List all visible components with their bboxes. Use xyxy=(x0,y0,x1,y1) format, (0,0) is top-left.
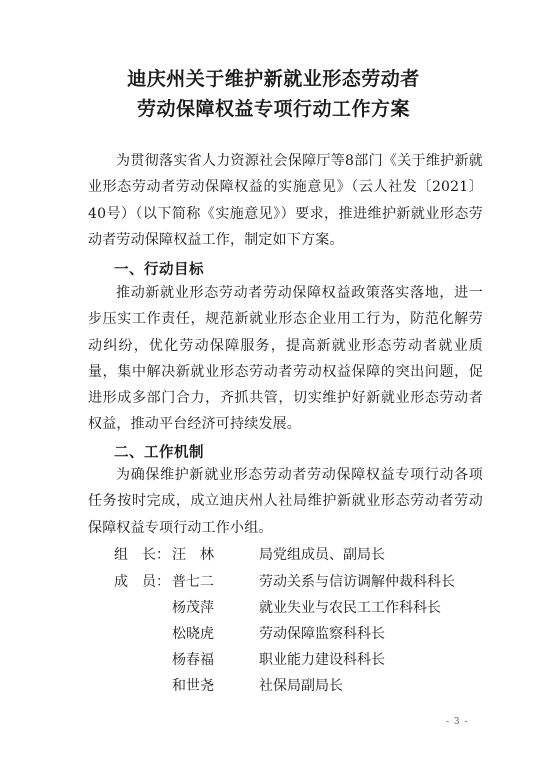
page-number: - 3 - xyxy=(446,717,469,727)
member-name: 杨春福 xyxy=(172,652,214,668)
member-role: 组 长： xyxy=(114,547,170,563)
section2-paragraph: 为确保维护新就业形态劳动者劳动保障权益专项行动各项任务按时完成，成立迪庆州人社局维护新就业形态劳动者劳动保障权益专项行动工作小组。 xyxy=(88,467,483,536)
member-name: 和世尧 xyxy=(172,678,214,694)
section1-paragraph: 推动新就业形态劳动者劳动保障权益政策落实落地，进一步压实工作责任，规范新就业形态企业用工行为，防范化解劳动纠纷，优化劳动保障服务，提高新就业形态劳动者就业质量，集中解决新就业形态劳动者劳动权益保障的突出问题，促进形成多部门合力，齐抓共管，切实维护好新就业形态劳动者权益，推动平台经济可持续发展。 xyxy=(88,285,483,433)
section1-heading: 一、行动目标 xyxy=(114,261,204,278)
document-title-line2: 劳动保障权益专项行动工作方案 xyxy=(136,98,410,120)
intro-paragraph: 为贯彻落实省人力资源社会保障厅等8部门《关于维护新就业形态劳动者劳动保障权益的实施意见》（云人社发〔2021〕40号）（以下简称《实施意见》）要求，推进维护新就业形态劳动者劳动保障权益工作，制定如下方案。 xyxy=(88,153,483,248)
document-title-line1: 迪庆州关于维护新就业形态劳动者 xyxy=(127,68,420,90)
member-name: 松晓虎 xyxy=(172,626,214,642)
member-name: 杨茂萍 xyxy=(172,600,214,616)
member-position: 社保局副局长 xyxy=(259,678,343,694)
member-name: 普七二 xyxy=(172,574,214,590)
member-position: 职业能力建设科科长 xyxy=(259,652,385,668)
member-name: 汪 林 xyxy=(172,547,214,563)
member-position: 局党组成员、副局长 xyxy=(259,547,385,563)
member-role: 成 员： xyxy=(114,574,170,590)
section2-heading: 二、工作机制 xyxy=(114,444,204,461)
member-position: 就业失业与农民工工作科科长 xyxy=(259,600,441,616)
member-position: 劳动关系与信访调解仲裁科科长 xyxy=(259,574,455,590)
member-position: 劳动保障监察科科长 xyxy=(259,626,385,642)
